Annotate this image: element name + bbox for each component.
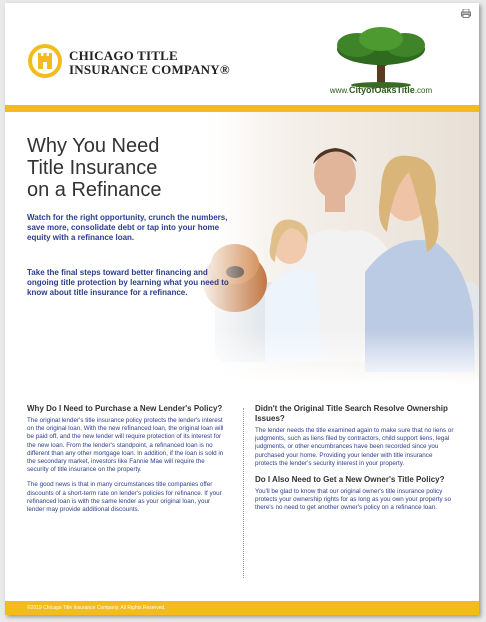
company-name: CHICAGO TITLE INSURANCE COMPANY® [69,48,230,77]
right-column [255,404,455,520]
headline: Why You Need Title Insurance on a Refinance [27,135,162,201]
city-of-oaks-tree-logo [323,25,443,89]
partner-url[interactable]: www.CityofOaksTitle.com [329,85,433,95]
question-original-title-search: Didn't the Original Title Search Resolve Ownership Issues? [255,404,448,423]
column-divider [243,408,244,578]
chicago-title-logo [27,43,63,79]
intro-paragraph-2: Take the final steps toward better financing and ongoing title protection by learning what you need to know about title insurance for a refinance. [27,268,229,297]
question-new-owners-policy: Do I Also Need to Get a New Owner's Title Policy? [255,475,445,485]
answer-original-title-search: The lender needs the title examined again to make sure that no liens or judgments, such as liens filed by contractors, child support liens, legal judgments, or other encumbrances have been recorded since you purchased your home. Providing your lender with title insurance protects the lender's security interest in your property. [255,427,454,467]
family-photo [195,112,479,384]
intro-paragraph-1: Watch for the right opportunity, crunch the numbers, save more, consolidate debt or tap into your home equity with a refinance loan. [27,213,228,242]
copyright-text: ©2019 Chicago Title Insurance Company. All Rights Reserved. [27,605,166,611]
footer-bar [5,601,479,615]
answer-new-lenders-policy: The original lender's title insurance policy protects the lender's interest on the original loan. With the new refinanced loan, the original loan will be paid off, and the new lender will require protection of its interest for the new loan. From the lender's standpoint, a refinanced loan is no different than any other mortgage loan. In addition, if the loan is sold in the secondary market, investors like Fannie Mae will require the security of title insurance on the property. [27,417,224,474]
answer-discounts: The good news is that in many circumstances title companies offer discounts of a short-term rate on lender's policies for refinance. If your refinanced loan is with the same lender as your original loan, your lender may provide additional discounts. [27,481,222,514]
print-icon[interactable] [461,9,471,18]
answer-new-owners-policy: You'll be glad to know that our original owner's title insurance policy protects your ownership rights for as long as you own your property so there's no need to get another owner's policy on a refinance loan. [255,488,451,512]
brochure-page [5,3,479,615]
question-new-lenders-policy: Why Do I Need to Purchase a New Lender's Policy? [27,404,223,413]
header-rule [5,105,479,112]
left-column [27,404,227,521]
